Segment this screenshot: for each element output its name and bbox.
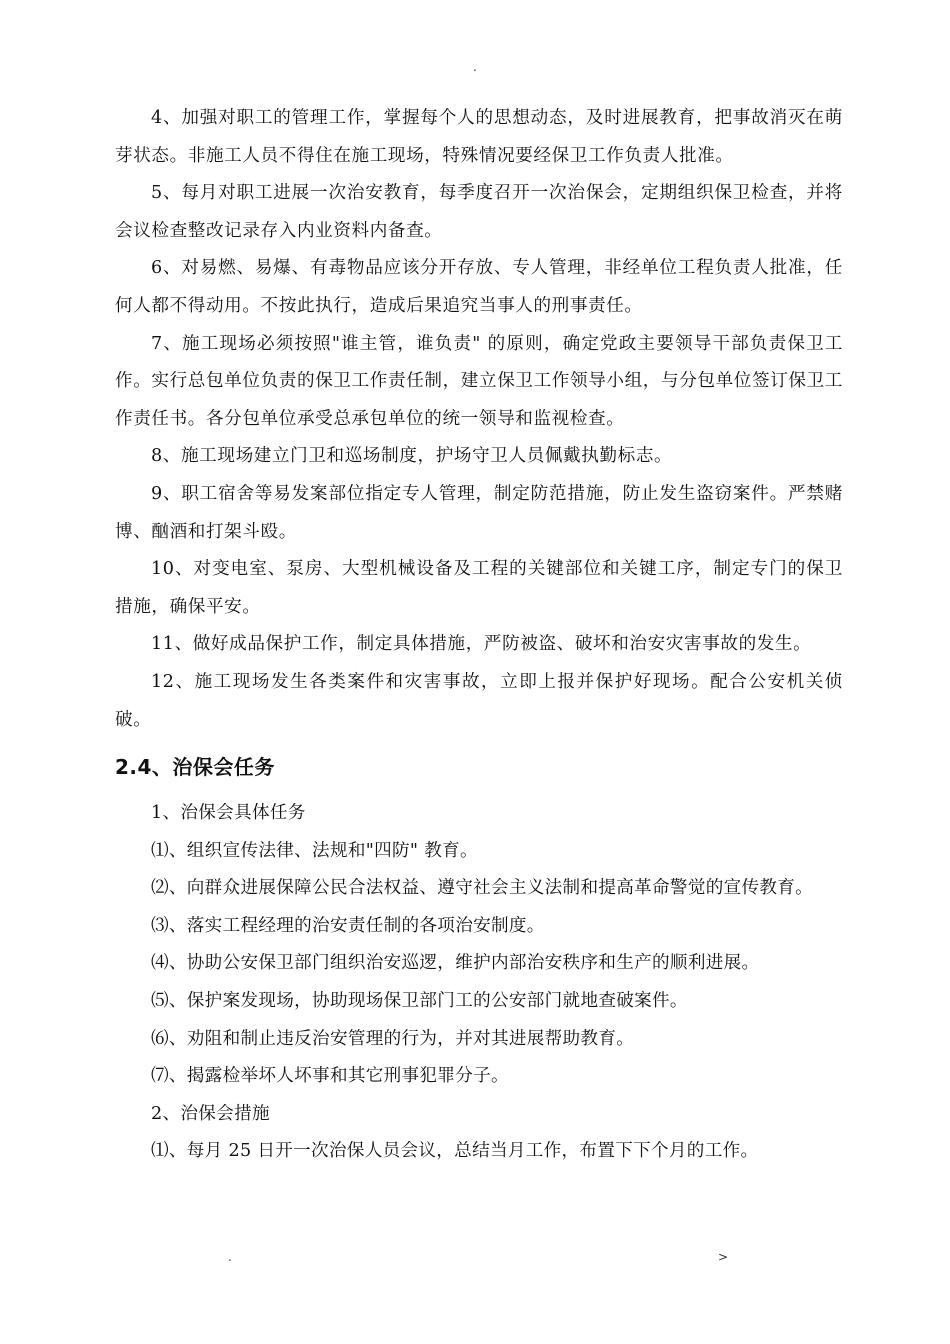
page-content xyxy=(115,100,843,1171)
list-item: ⑵、向群众进展保障公民合法权益、遵守社会主义法制和提高革命警觉的宣传教育。 xyxy=(151,878,814,899)
list-item: ⑴、组织宣传法律、法规和"四防" 教育。 xyxy=(151,840,478,861)
paragraph: 7、施工现场必须按照"谁主管，谁负责" 的原则，确定党政主要领导干部负责保卫工作。实行总包单位负责的保卫工作责任制，建立保卫工作领导小组，与分包单位签订保卫工作责任书。各分包单位承受总承包单位的统一领导和监视检查。 xyxy=(115,333,843,429)
paragraph: 8、施工现场建立门卫和巡场制度，护场守卫人员佩戴执勤标志。 xyxy=(151,446,673,467)
paragraph: 12、施工现场发生各类案件和灾害事故，立即上报并保护好现场。配合公安机关侦破。 xyxy=(115,671,843,730)
list-item: 1、治保会具体任务 xyxy=(151,803,306,824)
footer-right-mark: > xyxy=(718,1250,729,1264)
section-heading: 2.4、治保会任务 xyxy=(115,755,275,780)
header-mark: . xyxy=(473,60,477,74)
footer-left-mark: . xyxy=(228,1250,232,1264)
list-item: ⑸、保护案发现场，协助现场保卫部门工的公安部门就地查破案件。 xyxy=(151,991,688,1012)
paragraph: 10、对变电室、泵房、大型机械设备及工程的关键部位和关键工序，制定专门的保卫措施，确保平安。 xyxy=(115,559,843,617)
list-item: ⑺、揭露检举坏人坏事和其它刑事犯罪分子。 xyxy=(151,1066,509,1087)
list-item: ⑶、落实工程经理的治安责任制的各项治安制度。 xyxy=(151,915,545,936)
paragraph: 5、每月对职工进展一次治安教育，每季度召开一次治保会，定期组织保卫检查，并将会议检查整改记录存入内业资料内备查。 xyxy=(115,183,843,241)
paragraph: 9、职工宿舍等易发案部位指定专人管理，制定防范措施，防止发生盗窃案件。严禁赌博、酗酒和打架斗殴。 xyxy=(115,483,843,542)
paragraph: 6、对易燃、易爆、有毒物品应该分开存放、专人管理，非经单位工程负责人批准，任何人都不得动用。不按此执行，造成后果追究当事人的刑事责任。 xyxy=(115,258,843,316)
list-item: ⑹、劝阻和制止违反治安管理的行为，并对其进展帮助教育。 xyxy=(151,1028,635,1049)
paragraph: 11、做好成品保护工作，制定具体措施，严防被盗、破坏和治安灾害事故的发生。 xyxy=(151,634,812,655)
list-item: 2、治保会措施 xyxy=(151,1103,270,1124)
list-item: ⑴、每月 25 日开一次治保人员会议，总结当月工作，布置下下个月的工作。 xyxy=(151,1141,759,1162)
list-item: ⑷、协助公安保卫部门组织治安巡逻，维护内部治安秩序和生产的顺利进展。 xyxy=(151,953,760,974)
paragraph: 4、加强对职工的管理工作，掌握每个人的思想动态，及时进展教育，把事故消灭在萌芽状态。非施工人员不得住在施工现场，特殊情况要经保卫工作负责人批准。 xyxy=(115,108,843,166)
